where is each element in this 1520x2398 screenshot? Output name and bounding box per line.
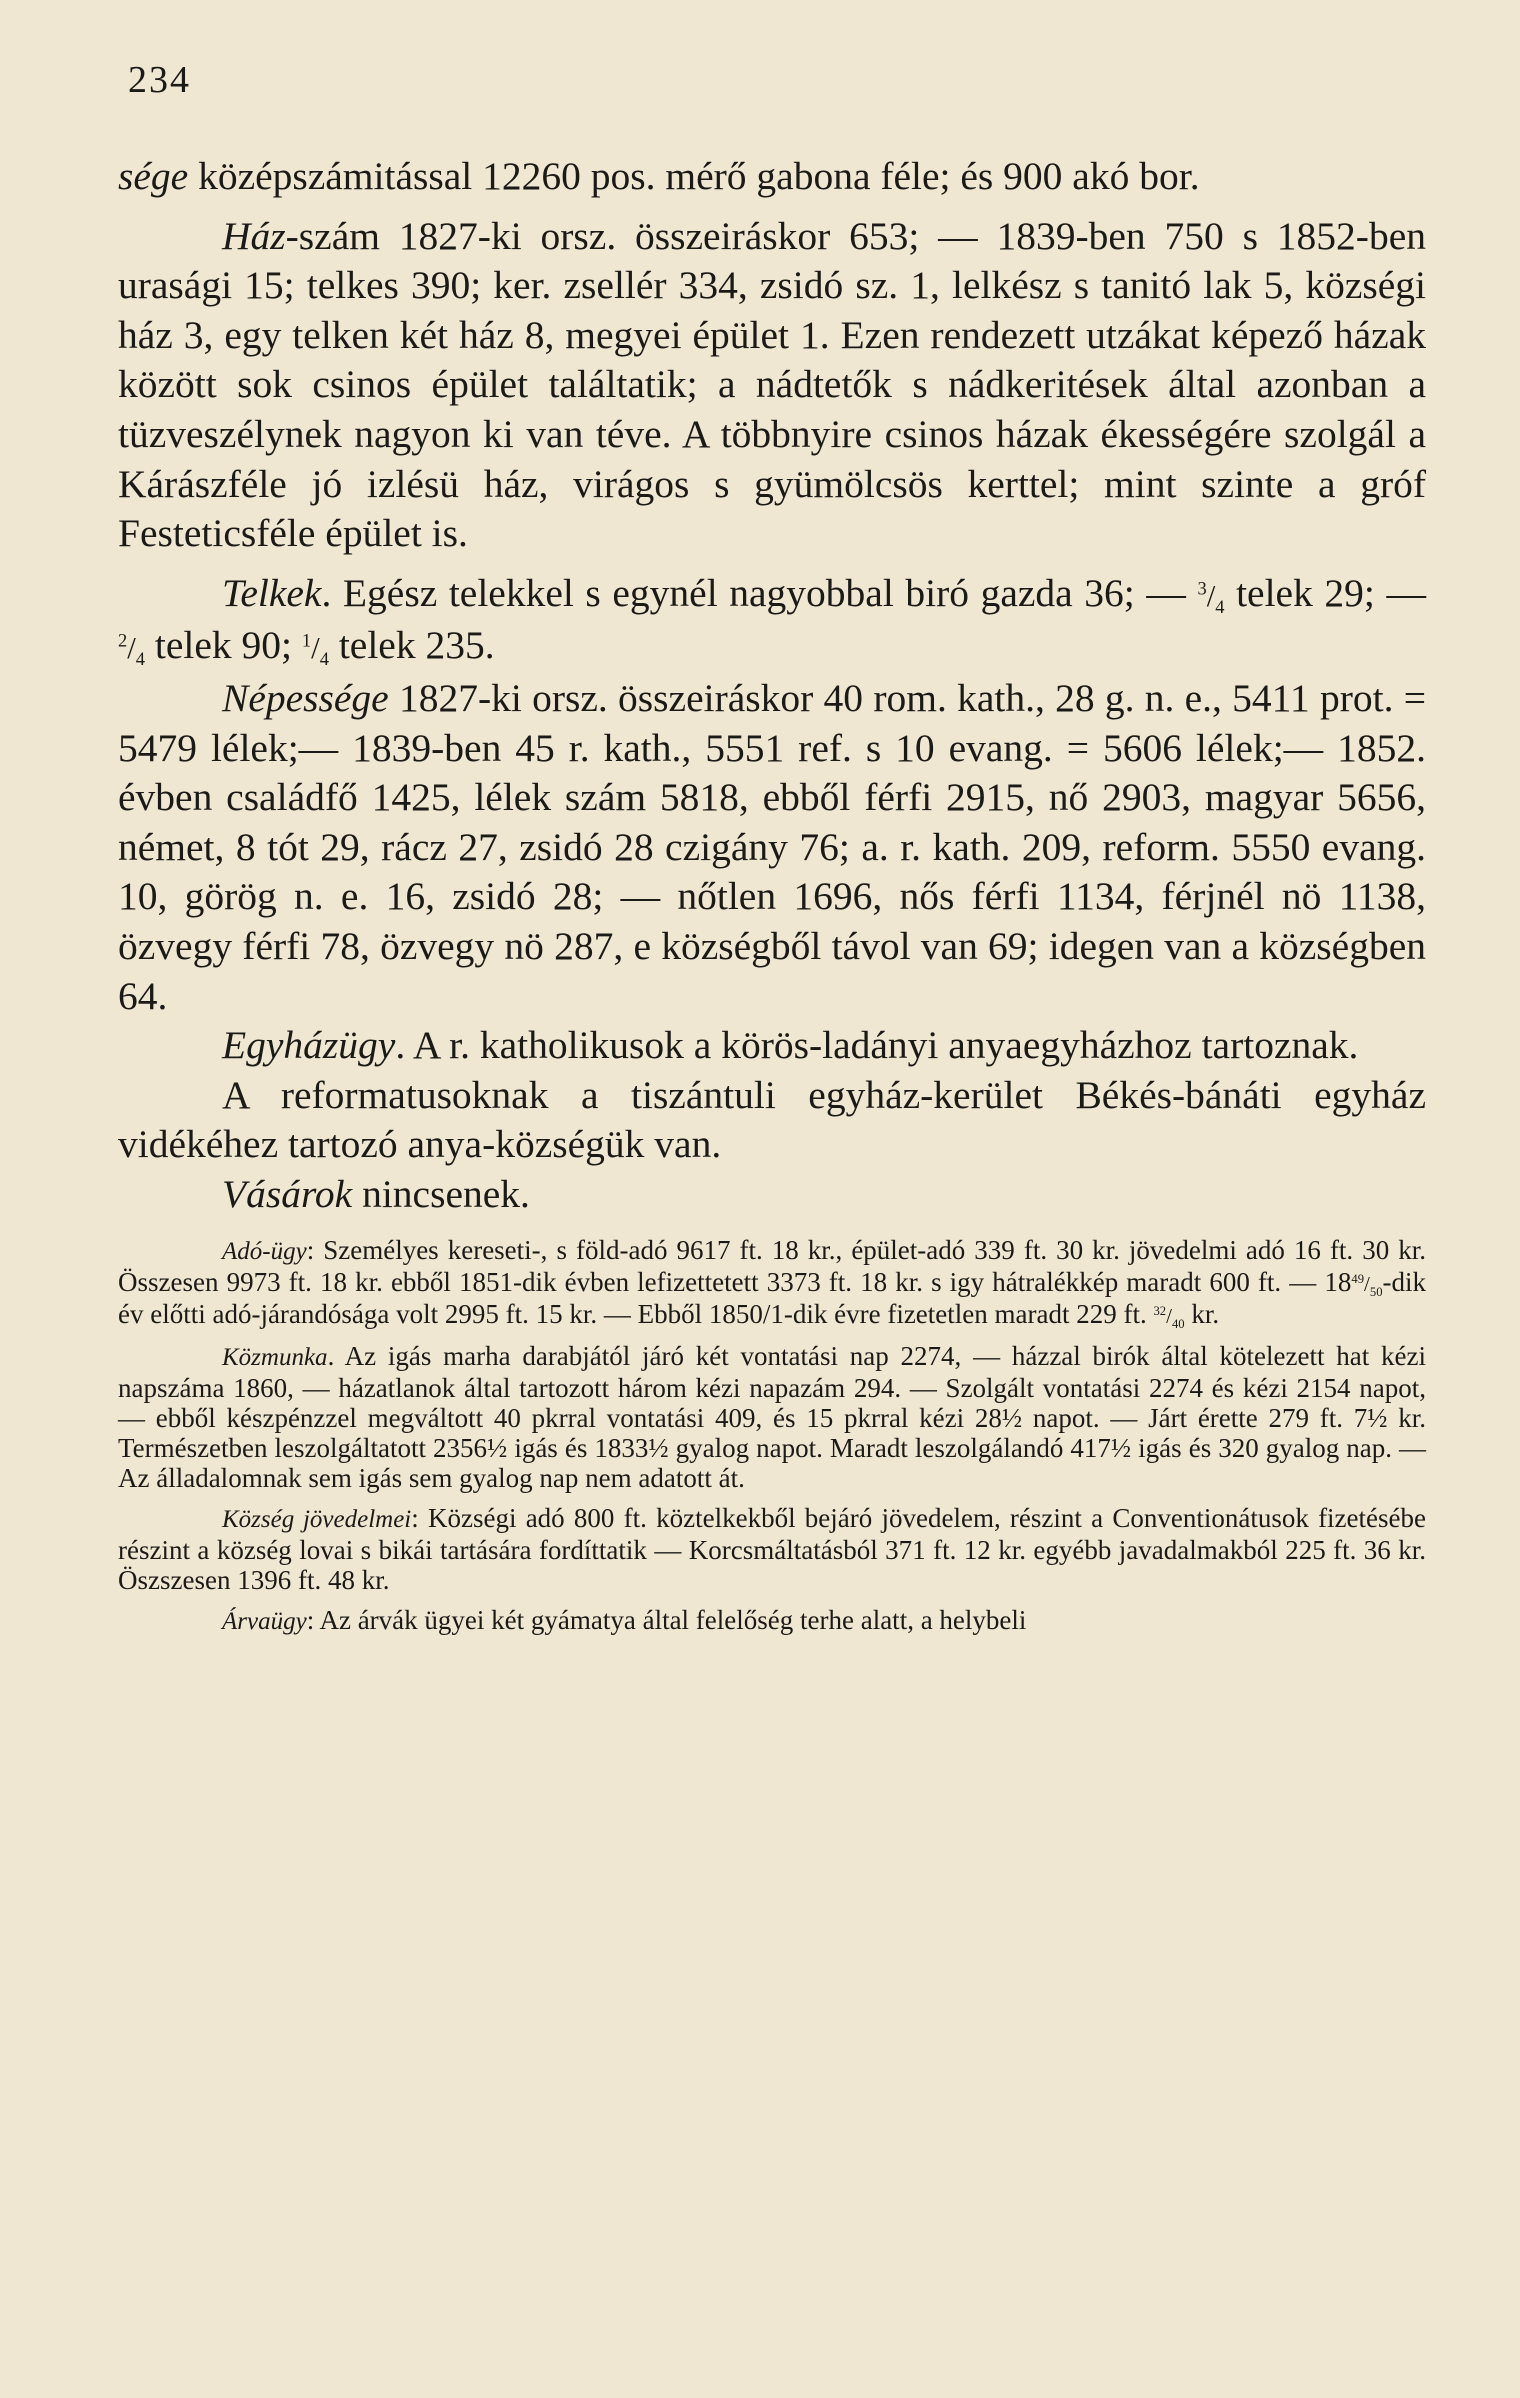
fraction: ½ <box>1001 1403 1023 1434</box>
fraction: ½ <box>1110 1433 1132 1464</box>
notes-section <box>118 1235 1426 1637</box>
fraction: ½ <box>648 1433 669 1464</box>
note-text: igás és 1833 <box>507 1433 649 1464</box>
paragraph-text: . A r. katholikusok a körös-ladányi anyaegyházhoz tartoznak. <box>395 1023 1359 1068</box>
paragraph-lead: Ház <box>222 213 286 258</box>
paragraph-markets <box>118 1170 1426 1220</box>
paragraph-text: . Egész telekkel s egynél nagyobbal biró gazda 36; — <box>321 570 1198 615</box>
paragraph-yield <box>118 152 1426 202</box>
page-number: 234 <box>128 59 191 101</box>
fraction: ½ <box>1367 1403 1388 1434</box>
paragraph-church-affairs <box>118 1021 1426 1071</box>
paragraph-population <box>118 674 1426 1021</box>
fraction: ½ <box>487 1433 508 1464</box>
note-lead: Adó-ügy <box>222 1238 307 1266</box>
paragraph-text: telek 235. <box>328 623 495 668</box>
note-village-income <box>118 1503 1426 1595</box>
note-text: gyalog napot. Maradt leszolgálandó 417 <box>668 1433 1111 1464</box>
fraction: $^2/_4$ <box>118 631 146 670</box>
note-text: kr. <box>1184 1299 1220 1330</box>
paragraph-houses <box>118 212 1426 559</box>
main-text <box>118 152 1426 1647</box>
fraction: $^{32}/_{40}$ <box>1153 1304 1185 1332</box>
paragraph-text: telek 90; <box>145 623 302 668</box>
paragraph-lead: Egyházügy <box>222 1023 396 1068</box>
note-lead: Árvaügy <box>222 1608 307 1636</box>
note-tax <box>118 1235 1426 1331</box>
paragraph-text: A reformatusoknak a tiszántuli egyház-kerület Békés-bánáti egyház vidékéhez tartozó anya-községük van. <box>118 1072 1426 1167</box>
note-orphan-affairs <box>118 1605 1426 1637</box>
note-lead: Község jövedelmei <box>222 1506 412 1534</box>
note-text: : Az árvák ügyei két gyámatya által felelőség terhe alatt, a helybeli <box>306 1605 1027 1636</box>
paragraph-lead: sége <box>118 154 189 198</box>
paragraph-text: telek 29; — <box>1224 570 1426 615</box>
paragraph-text: -szám 1827-ki orsz. összeiráskor 653; — 1839-ben 750 s 1852-ben urasági 15; telkes 390; ker. zsellér 334, zsidó sz. 1, lelkész s tanitó lak 5, községi ház 3, egy telken két ház 8, megyei épület 1. Ezen rendezett utzákat képező házak között sok csinos épület találtatik; a nádtetők s nádkeritések által azonban a tüzveszélynek nagyon ki van téve. A többnyire csinos házak ékességére szolgál a Kárászféle jó izlésü ház, virágos s gyümölcsös kerttel; mint szinte a gróf Festeticsféle épület is. <box>118 213 1426 556</box>
note-text: . Az igás marha darabjától járó két vontatási nap 2274, — házzal birók által kötelezett hat kézi napszáma 1860, — házatlanok által tartozott három kézi napazám 294. — Szolgált vontatási 2274 és kézi 2154 napot, — ebből készpénzzel megváltott 40 pkrral vontatási 409, és 15 pkrral kézi 28 <box>118 1341 1426 1434</box>
paragraph-lead: Telkek <box>222 570 322 615</box>
paragraph-text: 1827-ki orsz. összeiráskor 40 rom. kath., 28 g. n. e., 5411 prot. = 5479 lélek;— 1839-ben 45 r. kath., 5551 ref. s 10 evang. = 5606 lélek;— 1852. évben családfő 1425, lélek szám 5818, ebből férfi 2915, nő 2903, magyar 5656, német, 8 tót 29, rácz 27, zsidó 28 czigány 76; a. r. kath. 209, reform. 5550 evang. 10, görög n. e. 16, zsidó 28; — nőtlen 1696, nős férfi 1134, férjnél nö 1138, özvegy férfi 78, özvegy nö 287, e községből távol van 69; idegen van a községben 64. <box>118 675 1426 1018</box>
note-text: : Személyes kereseti-, s föld-adó 9617 ft. 18 kr., épület-adó 339 ft. 30 kr. jövedelmi adó 16 ft. 30 kr. Összesen 9973 ft. 18 kr. ebből 1851-dik évben lefizettetett 3373 ft. 18 kr. s igy hátralékkép maradt 600 ft. — 18 <box>118 1235 1426 1298</box>
paragraph-text: középszámitással 12260 pos. mérő gabona féle; és 900 akó bor. <box>188 154 1200 198</box>
fraction: $^1/_4$ <box>301 631 329 670</box>
paragraph-plots <box>118 569 1426 674</box>
note-text: igás és 320 gyalog nap. — Az álladalomnak sem igás sem gyalog nap nem adatott át. <box>118 1433 1427 1494</box>
paragraph-text: nincsenek. <box>352 1171 530 1216</box>
paragraph-reformed <box>118 1071 1426 1170</box>
note-text: napot. — Járt érette 279 ft. 7 <box>1022 1403 1368 1434</box>
paragraph-lead: Vásárok <box>222 1171 353 1216</box>
note-lead: Közmunka <box>222 1344 328 1372</box>
note-text: kr. Természetben leszolgáltatott 2356 <box>118 1403 1426 1464</box>
fraction: $^{49}/_{50}$ <box>1351 1272 1383 1300</box>
fraction: $^3/_4$ <box>1197 578 1225 617</box>
note-text: -dik év előtti adó-járandósága volt 2995 ft. 15 kr. — Ebből 1850/1-dik évre fizetetlen maradt 229 ft. <box>118 1267 1426 1330</box>
note-public-work <box>118 1341 1426 1493</box>
paragraph-lead: Népessége <box>222 675 389 720</box>
note-text: : Községi adó 800 ft. köztelkekből bejáró jövedelem, részint a Conventionátusok fizetésébe részint a község lovai s bikái tartására fordíttatik — Korcsmáltatásból 371 ft. 12 kr. egyébb javadalmakból 225 ft. 36 kr. Öszszesen 1396 ft. 48 kr. <box>118 1503 1426 1596</box>
